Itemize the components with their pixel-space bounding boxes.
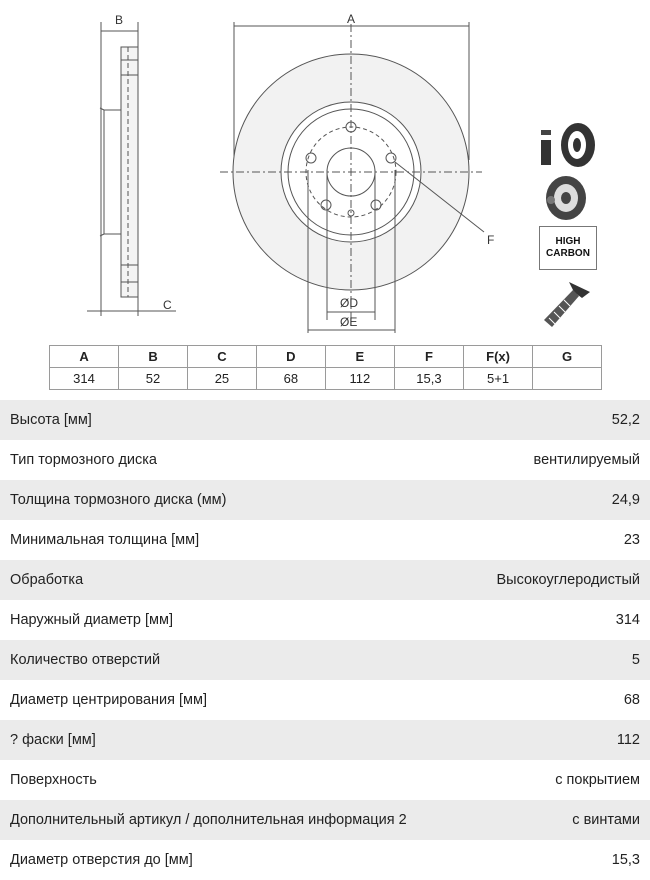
front-disc-view <box>220 22 484 333</box>
spec-row <box>0 640 650 680</box>
spec-label: Обработка <box>10 572 84 588</box>
spec-row <box>0 560 650 600</box>
spec-row <box>0 760 650 800</box>
spec-value: 52,2 <box>611 412 640 428</box>
spec-value: 5 <box>631 652 640 668</box>
spec-label: Количество отверстий <box>10 652 161 668</box>
spec-row <box>0 520 650 560</box>
dim-header-e: E <box>325 346 394 368</box>
spec-label: Наружный диаметр [мм] <box>10 612 174 628</box>
brake-disc-drawing <box>0 0 650 340</box>
dim-value-g <box>533 368 602 390</box>
dim-header-f: F <box>394 346 463 368</box>
spec-value: с винтами <box>572 812 640 828</box>
spec-row <box>0 680 650 720</box>
label-c: C <box>163 298 172 312</box>
spec-row <box>0 440 650 480</box>
spec-value: 23 <box>623 532 640 548</box>
spec-value: Высокоуглеродистый <box>496 572 640 588</box>
spec-row <box>0 720 650 760</box>
spec-value: с покрытием <box>555 772 640 788</box>
spec-row <box>0 840 650 880</box>
spec-value: 112 <box>616 732 640 748</box>
label-e: ØE <box>340 315 358 329</box>
dimensions-table <box>49 345 602 390</box>
spec-row <box>0 480 650 520</box>
label-f: F <box>487 233 495 247</box>
dim-header-c: C <box>187 346 256 368</box>
dim-value-fx: 5+1 <box>464 368 533 390</box>
spec-value: вентилируемый <box>533 452 640 468</box>
spec-label: Высота [мм] <box>10 412 92 428</box>
dimensions-value-row <box>50 368 602 390</box>
dim-value-c: 25 <box>187 368 256 390</box>
dim-header-d: D <box>256 346 325 368</box>
spec-label: Тип тормозного диска <box>10 452 157 468</box>
spec-label: Толщина тормозного диска (мм) <box>10 492 227 508</box>
disc-with-pads-icon <box>541 123 595 167</box>
side-profile-view <box>87 22 176 316</box>
dimensions-header-row <box>50 346 602 368</box>
spec-label: Диаметр центрирования [мм] <box>10 692 208 708</box>
high-carbon-line1: HIGH <box>555 236 581 247</box>
spec-value: 15,3 <box>611 852 640 868</box>
spec-row <box>0 600 650 640</box>
spec-value: 24,9 <box>611 492 640 508</box>
spec-label: Поверхность <box>10 772 97 788</box>
spec-label: Диаметр отверстия до [мм] <box>10 852 193 868</box>
spec-row <box>0 800 650 840</box>
spec-row <box>0 400 650 440</box>
dim-header-g: G <box>533 346 602 368</box>
dim-header-a: A <box>50 346 119 368</box>
disc-with-screw-icon <box>546 176 586 220</box>
dim-value-a: 314 <box>50 368 119 390</box>
dim-value-f: 15,3 <box>394 368 463 390</box>
dim-value-b: 52 <box>119 368 188 390</box>
spec-value: 68 <box>623 692 640 708</box>
dim-header-fx: F(x) <box>464 346 533 368</box>
high-carbon-line2: CARBON <box>546 248 590 259</box>
dim-value-d: 68 <box>256 368 325 390</box>
spec-value: 314 <box>615 612 640 628</box>
spec-label: ? фаски [мм] <box>10 732 96 748</box>
high-carbon-badge <box>539 226 597 270</box>
screw-icon <box>544 282 590 327</box>
label-b: B <box>115 13 124 27</box>
dim-header-b: B <box>119 346 188 368</box>
dim-value-e: 112 <box>325 368 394 390</box>
label-d: ØD <box>340 296 358 310</box>
spec-label: Дополнительный артикул / дополнительная информация 2 <box>10 812 407 828</box>
label-a: A <box>347 12 356 26</box>
specs-list <box>0 400 650 880</box>
spec-label: Минимальная толщина [мм] <box>10 532 200 548</box>
